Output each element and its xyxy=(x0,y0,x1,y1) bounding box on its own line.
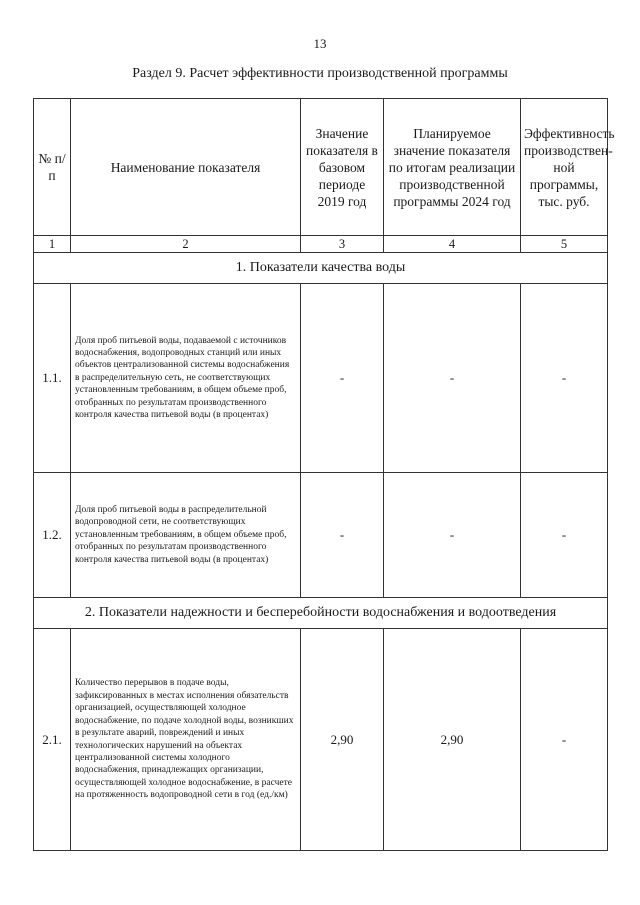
indicator-name: Доля проб питьевой воды, подаваемой с источников водоснабжения, водопроводных станций или иных объектов централизованной системы водоснабжения в распределительную сеть, не соответствующих установленным требованиям, в общем объеме проб, отобранных по результатам производственного контроля качества питьевой воды (в процентах) xyxy=(71,284,301,473)
section-heading: 2. Показатели надежности и бесперебойности водоснабжения и водоотведения xyxy=(34,598,608,629)
base-value: 2,90 xyxy=(301,629,384,851)
row-number: 2.1. xyxy=(34,629,71,851)
indicator-name: Доля проб питьевой воды в распределительной водопроводной сети, не соответствующих установленным требованиям, в общем объеме проб, отобранных по результатам производственного контроля качества питьевой воды (в процентах) xyxy=(71,473,301,598)
header-eff: Эффективность производствен-ной программы, тыс. руб. xyxy=(521,99,608,236)
column-number: 2 xyxy=(71,236,301,253)
plan-value: 2,90 xyxy=(384,629,521,851)
header-base: Значение показателя в базовом периоде 2019 год xyxy=(301,99,384,236)
section-title: Раздел 9. Расчет эффективности производственной программы xyxy=(132,66,508,81)
page-number: 13 xyxy=(313,36,327,51)
section-row xyxy=(34,598,608,629)
base-value: - xyxy=(301,284,384,473)
header-plan: Планируемое значение показателя по итогам реализации производственной программы 2024 год xyxy=(384,99,521,236)
header-num: № п/п xyxy=(34,99,71,236)
base-value: - xyxy=(301,473,384,598)
section-row xyxy=(34,253,608,284)
column-number: 4 xyxy=(384,236,521,253)
column-number: 5 xyxy=(521,236,608,253)
row-number: 1.2. xyxy=(34,473,71,598)
efficiency-table xyxy=(33,98,615,851)
column-number-row xyxy=(34,236,608,253)
table-row xyxy=(34,284,608,473)
efficiency-value: - xyxy=(521,473,608,598)
header-name: Наименование показателя xyxy=(71,99,301,236)
table-row xyxy=(34,473,608,598)
header-row xyxy=(34,99,608,236)
efficiency-value: - xyxy=(521,629,608,851)
table-row xyxy=(34,629,608,851)
indicator-name: Количество перерывов в подаче воды, зафиксированных в местах исполнения обязательств организацией, осуществляющей холодное водоснабжение, по подаче холодной воды, возникших в результате аварий, повреждений и иных технологических нарушений на объектах централизованной системы холодного водоснабжения, принадлежащих организации, осуществляющей холодное водоснабжение, в расчете на протяженность водопроводной сети в год (ед./км) xyxy=(71,629,301,851)
plan-value: - xyxy=(384,473,521,598)
section-heading: 1. Показатели качества воды xyxy=(34,253,608,284)
row-number: 1.1. xyxy=(34,284,71,473)
plan-value: - xyxy=(384,284,521,473)
column-number: 1 xyxy=(34,236,71,253)
efficiency-value: - xyxy=(521,284,608,473)
column-number: 3 xyxy=(301,236,384,253)
